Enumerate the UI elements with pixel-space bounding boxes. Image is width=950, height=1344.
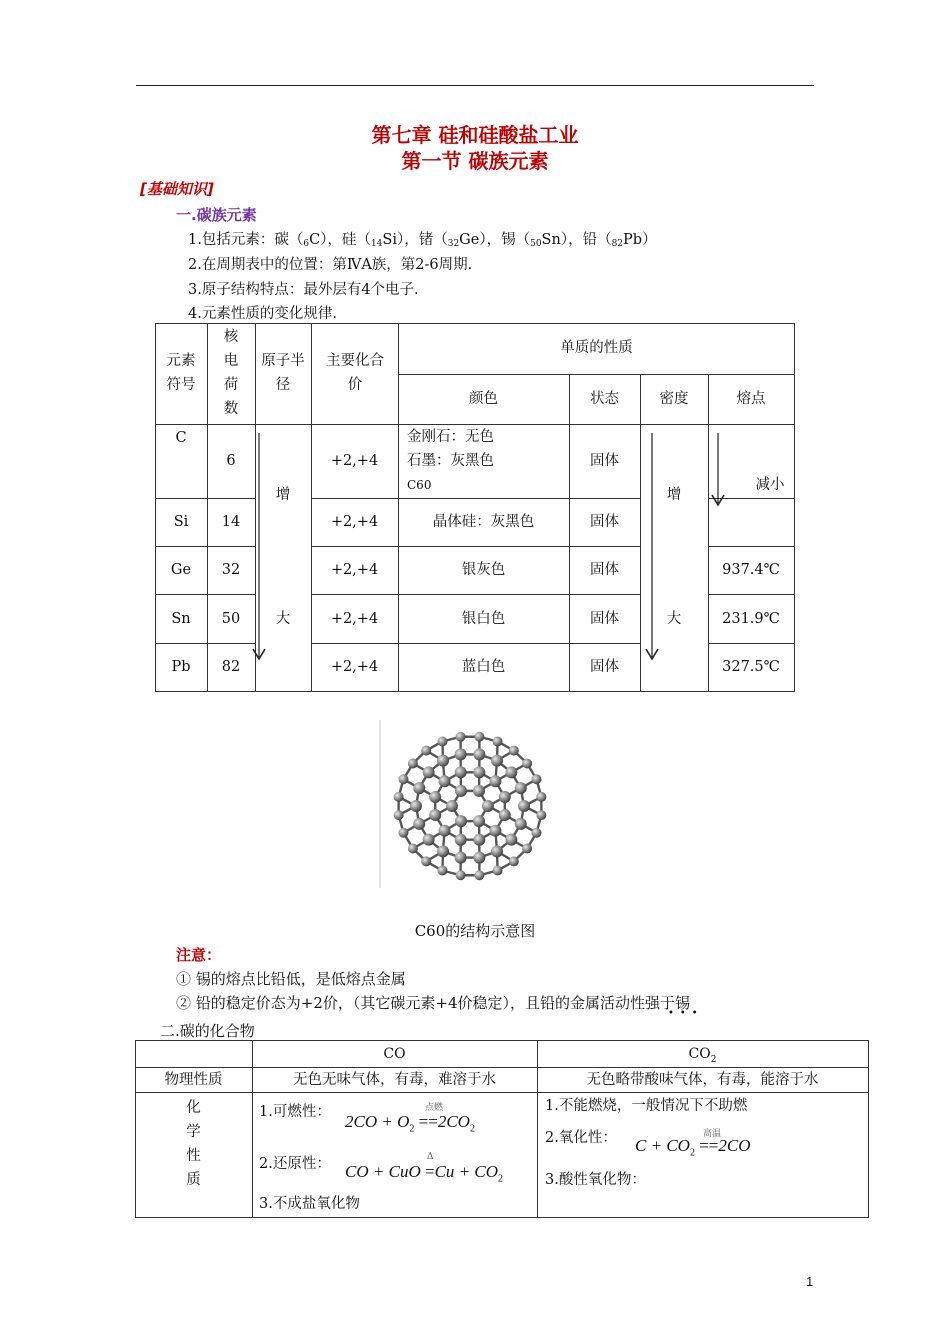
c60-atom [509, 746, 519, 756]
c60-atom [532, 774, 542, 784]
trend-line: 4.元素性质的变化规律. [188, 306, 337, 322]
c60-atom [437, 736, 447, 746]
cell-valence: +2,+4 [330, 562, 379, 578]
header-charge [207, 325, 255, 421]
radius-trend-large: 大 [275, 611, 291, 627]
c60-atom [455, 834, 467, 846]
c60-atom [522, 844, 532, 854]
structure-line: 3.原子结构特点：最外层有4个电子. [188, 282, 419, 298]
header-radius: 原子半径 [261, 353, 305, 393]
c60-atom [455, 748, 467, 760]
cell-charge: 82 [221, 659, 241, 675]
cell-color: 晶体硅：灰黑色 [432, 514, 535, 530]
cell-state: 固体 [590, 611, 619, 627]
co-combustion-equation: $2CO + O_2 ==2CO_2$ [345, 1112, 475, 1135]
c60-atom [398, 774, 408, 784]
section-title: 第一节 碳族元素 [401, 149, 549, 173]
c60-atom [491, 845, 503, 857]
cell-color: 蓝白色 [461, 659, 506, 675]
c60-atom [394, 810, 404, 820]
cell-symbol: Pb [171, 659, 191, 675]
c60-atom [413, 818, 425, 830]
note-item: ① 锡的熔点比铅低，是低熔点金属 [176, 970, 406, 988]
co-chem-2: 2.还原性： [259, 1156, 331, 1172]
element-properties-table [155, 323, 795, 692]
note-item: ② 铅的稳定价态为+2价，（其它碳元素+4价稳定），且铅的金属活动性强于锡 [176, 994, 690, 1012]
co2-physical: 无色略带酸味气体，有毒，能溶于水 [586, 1072, 819, 1088]
melting-arrow-icon [710, 431, 730, 509]
c60-atom [437, 755, 449, 767]
cell-symbol: C [175, 430, 187, 446]
atomic-number: 50 [530, 239, 542, 249]
cell-state: 固体 [590, 659, 619, 675]
co-physical: 无色无味气体，有毒，难溶于水 [293, 1072, 496, 1088]
c60-atom [536, 792, 546, 802]
c60-atom [522, 758, 532, 768]
cell-symbol: Si [173, 514, 189, 530]
c60-atom [493, 866, 503, 876]
cell-valence: +2,+4 [330, 514, 379, 530]
c60-atom [398, 828, 408, 838]
color-diamond: 金刚石：无色 [407, 429, 494, 445]
element-separator: ），锡（ [479, 232, 531, 248]
element-symbol: C [309, 232, 321, 248]
c60-atom [491, 755, 503, 767]
element-list-line [188, 228, 657, 249]
atomic-number: 82 [611, 239, 624, 249]
element-symbol: Si [382, 232, 397, 248]
c60-atom [474, 732, 484, 742]
cell-valence: +2,+4 [330, 659, 379, 675]
color-c60: C60 [407, 478, 432, 492]
emphasis-dots: ••• [668, 1008, 704, 1019]
subscript: 2 [710, 1054, 717, 1065]
c60-atom [473, 834, 485, 846]
col-co2: $CO_2$ [688, 1046, 717, 1065]
row-physical: 物理性质 [164, 1072, 223, 1088]
c60-atom [518, 800, 530, 812]
cell-charge: 50 [221, 611, 241, 627]
c60-atom [493, 736, 503, 746]
page-number: 1 [806, 1274, 814, 1289]
carbon-compounds-table [135, 1040, 869, 1218]
c60-atom [473, 748, 485, 760]
atomic-number: 32 [447, 239, 460, 249]
note-title: 注意： [176, 946, 222, 964]
c60-atom [408, 758, 418, 768]
c60-atom [421, 856, 431, 866]
c60-atom [499, 809, 511, 821]
c60-atom [437, 845, 449, 857]
cell-state: 固体 [590, 562, 619, 578]
c60-atom [429, 809, 441, 821]
density-trend-increase: 增 [666, 487, 682, 503]
c60-structure-image [378, 718, 560, 890]
cell-melting: 327.5℃ [722, 659, 780, 675]
radius-arrow-icon [251, 431, 271, 663]
header-symbol: 元素符号 [166, 353, 196, 393]
header-properties: 单质的性质 [560, 340, 633, 356]
co-reduction-equation: CO + CuO $=Cu + CO_2$ [345, 1162, 504, 1185]
c60-atom [536, 810, 546, 820]
header-color: 颜色 [469, 391, 498, 407]
c60-atom [515, 818, 527, 830]
element-separator: ），铅（ [560, 232, 612, 248]
cell-color-c [407, 425, 567, 497]
co2-chem-2: 2.氧化性： [545, 1130, 617, 1146]
c60-atom [408, 844, 418, 854]
cell-charge: 6 [226, 453, 236, 469]
co-chem-1: 1.可燃性： [259, 1104, 331, 1120]
atomic-number: 6 [303, 239, 310, 249]
header-state: 状态 [590, 391, 619, 407]
c60-atom [394, 792, 404, 802]
c60-atom [446, 800, 458, 812]
c60-atom [489, 825, 501, 837]
c60-atom [505, 834, 517, 846]
c60-atom [439, 775, 451, 787]
color-graphite: 石墨：灰黑色 [407, 453, 494, 469]
c60-atom [423, 766, 435, 778]
cell-charge: 32 [221, 562, 241, 578]
col-co: CO [383, 1046, 406, 1062]
cell-color: 银白色 [461, 611, 506, 627]
row-chemical-char: 化 [186, 1100, 201, 1116]
element-separator: ），锗（ [396, 232, 448, 248]
c60-atom [473, 815, 485, 827]
co2-chem-3: 3.酸性氧化物： [545, 1172, 646, 1188]
header-charge-char: 核 [223, 329, 239, 345]
cell-melting: 231.9℃ [722, 611, 780, 627]
row-chemical-char: 性 [186, 1148, 201, 1164]
c60-atom [515, 782, 527, 794]
cell-charge: 14 [221, 514, 241, 530]
row-chemical [135, 1096, 252, 1192]
cell-valence: +2,+4 [330, 453, 379, 469]
c60-atom [455, 785, 467, 797]
c60-atom [509, 856, 519, 866]
c60-atom [505, 766, 517, 778]
c60-atom [482, 800, 494, 812]
c60-atom [473, 766, 485, 778]
co-chem-3: 3.不成盐氧化物 [259, 1196, 360, 1212]
cell-state: 固体 [590, 453, 619, 469]
co2-oxidation-equation: $C + CO_2 ==2CO$ [635, 1136, 751, 1159]
element-list-prefix: 1.包括元素：碳（ [188, 232, 304, 248]
condition-heat: Δ [427, 1152, 434, 1162]
section2-heading: 二.碳的化合物 [160, 1022, 255, 1040]
c60-atom [455, 766, 467, 778]
figure-caption: C60的结构示意图 [414, 922, 536, 940]
element-separator: ），硅（ [320, 232, 371, 248]
cell-color: 银灰色 [461, 562, 506, 578]
c60-atom [455, 852, 467, 864]
c60-atom [499, 791, 511, 803]
header-charge-char: 电 [223, 353, 239, 369]
cell-symbol: Ge [170, 562, 192, 578]
cell-valence: +2,+4 [330, 611, 379, 627]
c60-atom [474, 870, 484, 880]
section1-heading: 一.碳族元素 [176, 206, 257, 224]
header-charge-char: 荷 [223, 377, 239, 393]
basic-knowledge-label: [基础知识] [140, 180, 214, 198]
melting-trend-decrease: 减小 [755, 477, 785, 493]
header-charge-char: 数 [223, 401, 239, 417]
density-arrow-icon [644, 431, 664, 663]
c60-atom [456, 870, 466, 880]
row-chemical-char: 学 [186, 1124, 201, 1140]
chapter-title: 第七章 硅和硅酸盐工业 [371, 123, 579, 147]
radius-trend-increase: 增 [275, 487, 291, 503]
header-density: 密度 [659, 391, 689, 407]
cell-symbol: Sn [171, 611, 191, 627]
element-symbol: Sn [541, 232, 561, 248]
row-chemical-char: 质 [186, 1172, 201, 1188]
atomic-number: 14 [370, 239, 383, 249]
c60-atom [473, 852, 485, 864]
header-valence: 主要化合价 [326, 353, 384, 393]
density-trend-large: 大 [666, 611, 682, 627]
c60-atom [455, 815, 467, 827]
condition-ignite: 点燃 [425, 1103, 444, 1113]
c60-atom [429, 791, 441, 803]
c60-atom [410, 800, 422, 812]
position-line: 2.在周期表中的位置：第ⅣA族，第2-6周期. [188, 257, 473, 273]
c60-atom [489, 775, 501, 787]
header-rule [136, 85, 814, 86]
element-symbol: Pb [623, 232, 643, 248]
cell-state: 固体 [590, 514, 619, 530]
c60-atom [423, 834, 435, 846]
c60-atom [421, 746, 431, 756]
c60-atom [439, 825, 451, 837]
element-separator: ） [642, 232, 657, 248]
c60-atom [456, 732, 466, 742]
c60-atom [532, 828, 542, 838]
header-melting: 熔点 [736, 391, 766, 407]
cell-melting: 937.4℃ [722, 562, 780, 578]
c60-atom [437, 866, 447, 876]
co2-chem-1: 1.不能燃烧，一般情况下不助燃 [545, 1098, 748, 1114]
element-symbol: Ge [459, 232, 480, 248]
condition-high-temp: 高温 [703, 1129, 722, 1139]
c60-atom [473, 785, 485, 797]
c60-atom [413, 782, 425, 794]
